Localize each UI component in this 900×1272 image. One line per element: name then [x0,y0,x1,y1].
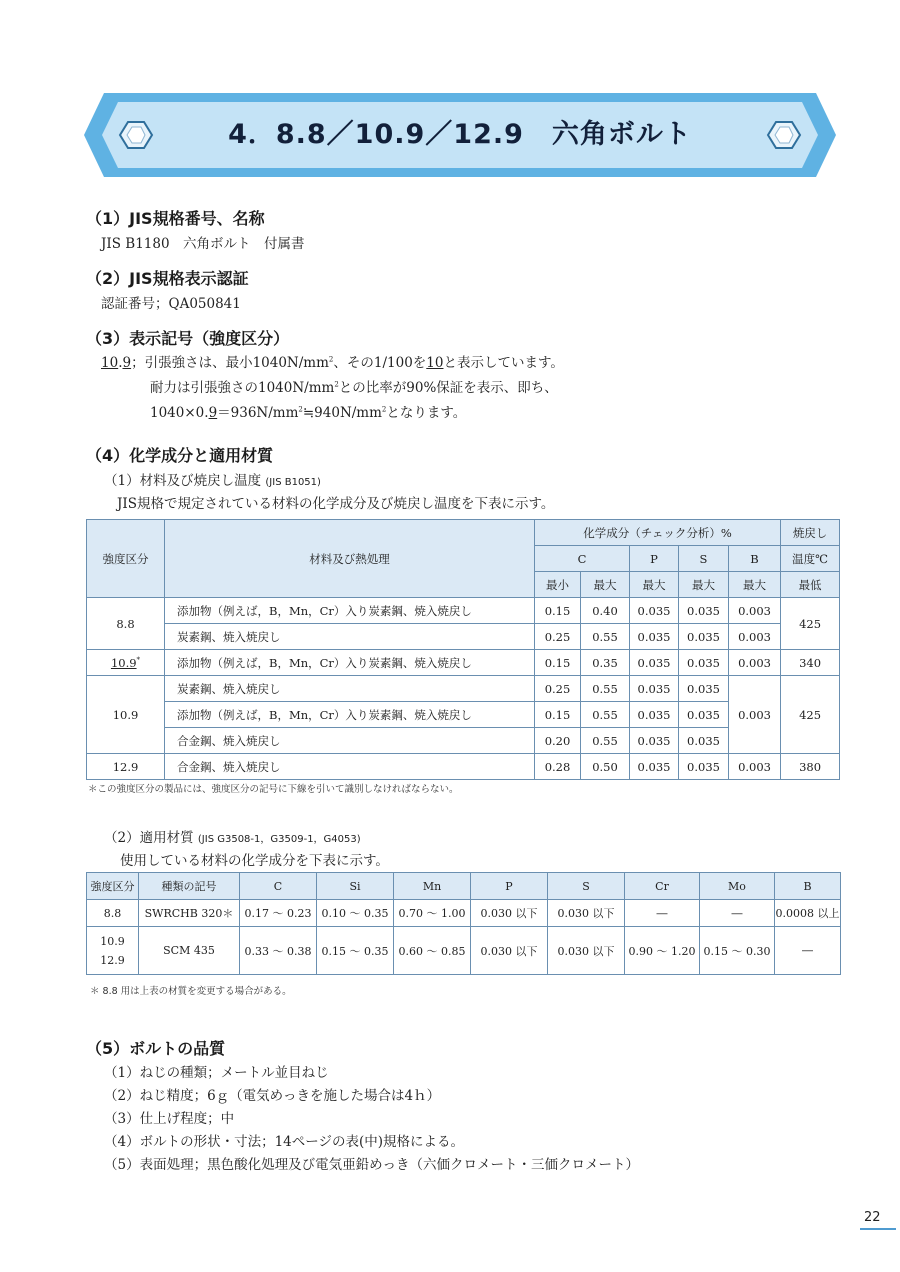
quality-item: （3）仕上げ程度；中 [104,1111,235,1127]
marking-line-3: $1040\times 0.9=936N/mm^2≒940N/mm^2$となります。 [150,405,467,421]
value-cell: 0.17 ～ 0.23 [240,900,317,927]
value-cell: 0.70 ～ 1.00 [394,900,471,927]
value-cell: 0.035 [630,702,679,728]
value-cell: 0.20 [535,728,581,754]
header-cell: Cr [625,873,700,900]
temper-cell: 425 [781,598,840,650]
section-heading-certification: （2）JIS規格表示認証 [86,269,249,288]
material-cell: 炭素鋼、焼入焼戻し [165,676,535,702]
value-cell: 0.035 [630,624,679,650]
header-cell: 種類の記号 [139,873,240,900]
value-cell: 0.035 [679,728,729,754]
value-cell: 0.030 以下 [471,927,548,975]
grade-cell-underlined: 10.9* [87,650,165,676]
value-cell: 0.25 [535,624,581,650]
value-cell: 0.035 [679,702,729,728]
header-b: B [729,546,781,572]
header-low: 最低 [781,572,840,598]
value-cell: 0.60 ～ 0.85 [394,927,471,975]
value-cell: 0.28 [535,754,581,780]
value-cell: 0.15 [535,702,581,728]
value-cell: 0.15 [535,650,581,676]
header-c: C [535,546,630,572]
grade-cell: 10.9 [87,676,165,754]
header-min: 最小 [535,572,581,598]
header-cell: S [548,873,625,900]
table-row [87,927,841,975]
value-cell: 0.0008 以上 [775,900,841,927]
quality-item: （1）ねじの種類；メートル並目ねじ [104,1065,329,1081]
table-row [87,650,840,676]
value-cell: 0.50 [581,754,630,780]
header-cell: B [775,873,841,900]
value-cell: 0.035 [679,624,729,650]
material-cell: 合金鋼、焼入焼戻し [165,728,535,754]
header-material: 材料及び熱処理 [165,520,535,598]
subsection-materials-text: JIS規格で規定されている材料の化学成分及び焼戻し温度を下表に示す。 [117,496,555,512]
applied-materials-table [86,872,841,975]
header-s: S [679,546,729,572]
section-heading-chemistry: （4）化学成分と適用材質 [86,446,274,465]
header-grade: 強度区分 [87,520,165,598]
value-cell: 0.035 [630,676,679,702]
table-row [87,754,840,780]
value-cell: 0.35 [581,650,630,676]
material-cell: 添加物（例えば，B，Mn，Cr）入り炭素鋼、焼入焼戻し [165,650,535,676]
value-cell: 0.55 [581,624,630,650]
table-row [87,702,840,728]
value-cell: 0.035 [630,728,679,754]
header-cell: 強度区分 [87,873,139,900]
quality-item: （5）表面処理；黒色酸化処理及び電気亜鉛めっき（六価クロメート・三価クロメート） [104,1157,639,1173]
section-heading-quality: （5）ボルトの品質 [86,1039,226,1058]
header-p: P [630,546,679,572]
value-cell: 0.035 [679,598,729,624]
subsection-applied-text: 使用している材料の化学成分を下表に示す。 [120,853,389,869]
value-cell: 0.15 [535,598,581,624]
value-cell: 0.55 [581,702,630,728]
value-cell: 0.003 [729,598,781,624]
page-number: 22 [864,1210,881,1225]
value-cell: SCM 435 [139,927,240,975]
section-heading-marking: （3）表示記号（強度区分） [86,329,290,348]
value-cell: 0.25 [535,676,581,702]
header-max: 最大 [679,572,729,598]
certification-number: 認証番号；QA050841 [101,296,241,312]
marking-line-2: 耐力は引張強さの$1040N/mm^2$との比率が90%保証を表示、即ち、 [150,380,558,396]
value-cell: 0.035 [630,598,679,624]
header-max: 最大 [630,572,679,598]
value-cell: ― [775,927,841,975]
temper-cell: 340 [781,650,840,676]
jis-standard-text: JIS B1180 六角ボルト 付属書 [101,236,305,252]
value-cell: 0.035 [630,754,679,780]
value-cell: 0.035 [679,676,729,702]
page-title: 4．8.8／10.9／12.9 六角ボルト [228,119,692,150]
subsection-materials-label: （1）材料及び焼戻し温度 (JIS B1051) [104,473,321,489]
value-cell: 0.55 [581,728,630,754]
quality-item: （4）ボルトの形状・寸法；14ページの表(中)規格による。 [104,1134,465,1150]
grade-cell: 8.8 [87,598,165,650]
value-cell: 0.035 [630,650,679,676]
value-cell: 0.030 以下 [471,900,548,927]
table2-footnote: ＊ 8.8 用は上表の材質を変更する場合がある。 [90,986,292,997]
material-cell: 炭素鋼、焼入焼戻し [165,624,535,650]
title-banner [84,93,836,177]
value-cell: 8.8 [87,900,139,927]
quality-item: （2）ねじ精度；6ｇ（電気めっきを施した場合は4ｈ） [104,1088,441,1104]
header-temper-1: 焼戻し [781,520,840,546]
header-cell: C [240,873,317,900]
header-chemistry: 化学成分（チェック分析）% [535,520,781,546]
page-number-rule [860,1228,896,1230]
value-cell: 0.33 ～ 0.38 [240,927,317,975]
header-cell: Mo [700,873,775,900]
header-max: 最大 [729,572,781,598]
header-cell: Mn [394,873,471,900]
material-cell: 添加物（例えば，B，Mn，Cr）入り炭素鋼、焼入焼戻し [165,598,535,624]
grade-cell: 12.9 [87,754,165,780]
value-cell: 0.035 [679,650,729,676]
value-cell: 0.030 以下 [548,927,625,975]
value-cell: 0.030 以下 [548,900,625,927]
table-row [87,900,841,927]
table-row [87,598,840,624]
material-cell: 合金鋼、焼入焼戻し [165,754,535,780]
value-cell: 0.40 [581,598,630,624]
value-cell: 0.15 ～ 0.35 [317,927,394,975]
header-cell: Si [317,873,394,900]
value-cell: 0.035 [679,754,729,780]
header-temper-2: 温度℃ [781,546,840,572]
temper-cell: 425 [781,676,840,754]
value-cell: ― [625,900,700,927]
temper-cell: 380 [781,754,840,780]
header-max: 最大 [581,572,630,598]
materials-temper-table [86,519,840,780]
value-cell: ― [700,900,775,927]
value-cell: 0.15 ～ 0.30 [700,927,775,975]
value-cell: 0.003 [729,676,781,754]
value-cell: 0.55 [581,676,630,702]
marking-line-1: 10.9；引張強さは、最小$1040N/mm^2$、その1/100を10と表示しています。 [101,355,564,371]
value-cell: 0.003 [729,754,781,780]
value-cell: 0.10 ～ 0.35 [317,900,394,927]
value-cell: 0.003 [729,624,781,650]
section-heading-jis-number: （1）JIS規格番号、名称 [86,209,265,228]
subsection-applied-label: （2）適用材質 (JIS G3508-1，G3509-1，G4053) [104,830,361,846]
header-cell: P [471,873,548,900]
value-cell: 0.003 [729,650,781,676]
table1-footnote: ＊この強度区分の製品には、強度区分の記号に下線を引いて識別しなければならない。 [88,784,459,795]
grade-cell: 10.9 12.9 [87,927,139,975]
table-row [87,624,840,650]
table-row [87,676,840,702]
value-cell: SWRCHB 320＊ [139,900,240,927]
material-cell: 添加物（例えば，B，Mn，Cr）入り炭素鋼、焼入焼戻し [165,702,535,728]
table-row [87,728,840,754]
value-cell: 0.90 ～ 1.20 [625,927,700,975]
